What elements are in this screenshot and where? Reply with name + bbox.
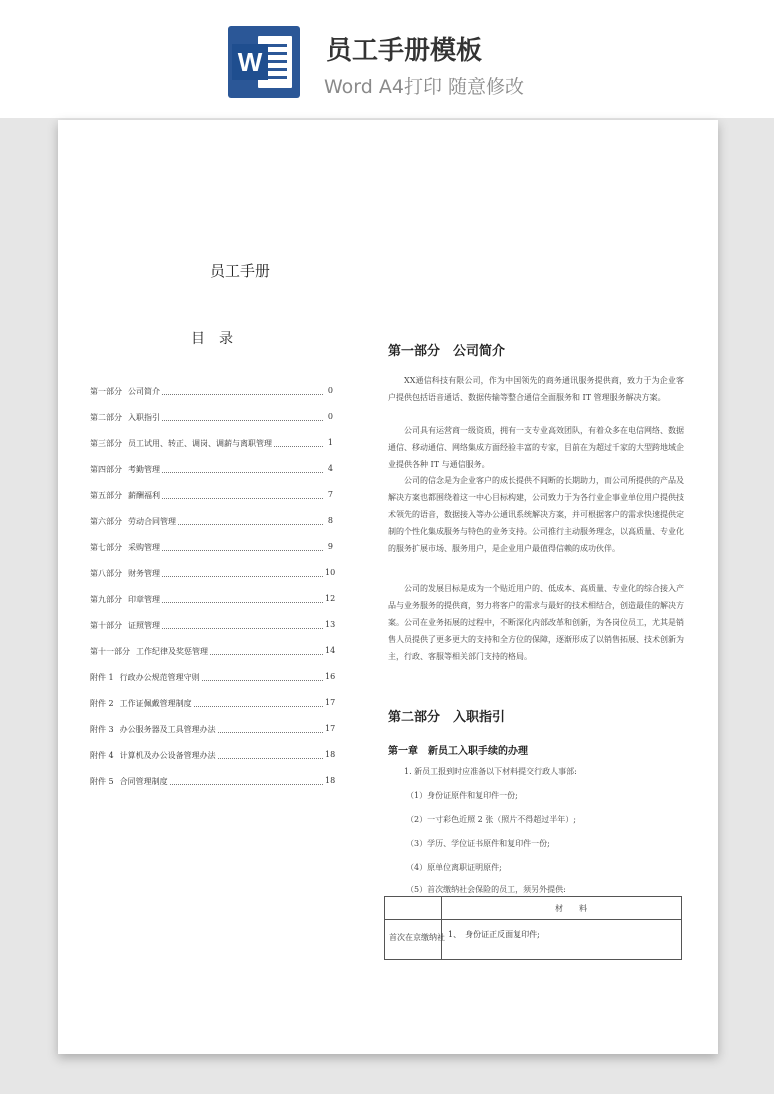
- toc-entry[interactable]: [90, 620, 336, 646]
- toc-entry[interactable]: [90, 724, 336, 750]
- paragraph: 公司的信念是为企业客户的成长提供不间断的长期助力，而公司所提供的产品及解决方案也都围绕着这一中心目标构建，公司致力于为各行业企事业单位用户提供技术领先的语音，数据接入等办公通讯系统解决方案，并可根据客户的需求快速提供定制的个性化集成服务与特色的业务支持。公司推行主动服务理念，以高质量、专业化的服务扩展市场、服务用户，是企业用户最值得信赖的成功伙伴。: [388, 476, 684, 553]
- banner-subtitle: Word A4打印 随意修改: [324, 76, 525, 98]
- toc-page-number: 13: [325, 620, 336, 629]
- paragraph: XX通信科技有限公司，作为中国领先的商务通讯服务提供商，致力于为企业客户提供包括语音通话、数据传输等整合通信全面服务和 IT 管理服务解决方案。: [388, 376, 684, 402]
- toc-page-number: 0: [327, 386, 333, 395]
- toc-name: 行政办公规范管理守则: [119, 673, 200, 682]
- toc-leader-dots: [162, 386, 323, 395]
- toc-page-number: 9: [327, 542, 333, 551]
- materials-table: [384, 896, 682, 960]
- list-item: （5）首次缴纳社会保险的员工，须另外提供:: [406, 885, 566, 894]
- toc-page-number: 12: [325, 594, 336, 603]
- toc-name: 印章管理: [128, 595, 160, 604]
- toc-name: 合同管理制度: [119, 777, 168, 786]
- toc-entry[interactable]: [90, 646, 336, 672]
- list-item: （4）原单位离职证明原件;: [406, 863, 502, 872]
- toc-leader-dots: [194, 698, 323, 707]
- toc-page-number: 17: [325, 698, 336, 707]
- toc-part: 第六部分: [90, 517, 122, 526]
- toc-page-number: 18: [325, 776, 336, 785]
- toc-entry[interactable]: [90, 412, 333, 438]
- toc-part: 第七部分: [90, 543, 122, 552]
- table-cell: 1、 身份证正反面复印件;: [448, 930, 540, 939]
- toc-leader-dots: [162, 568, 323, 577]
- toc-leader-dots: [170, 776, 323, 785]
- toc-name: 入职指引: [128, 413, 160, 422]
- toc-name: 计算机及办公设备管理办法: [119, 751, 216, 760]
- banner: [0, 0, 774, 118]
- toc-name: 劳动合同管理: [128, 517, 176, 526]
- toc-leader-dots: [178, 516, 323, 525]
- toc-entry[interactable]: [90, 516, 333, 542]
- toc-part: 附件 4: [90, 751, 114, 760]
- toc-entry[interactable]: [90, 698, 336, 724]
- toc-page-number: 0: [327, 412, 333, 421]
- toc-leader-dots: [274, 438, 323, 447]
- toc-leader-dots: [162, 464, 323, 473]
- toc-name: 员工试用、转正、调岗、调薪与离职管理: [128, 439, 272, 448]
- toc-entry[interactable]: [90, 594, 336, 620]
- toc-entry[interactable]: [90, 490, 333, 516]
- chapter-title: 第一章 新员工入职手续的办理: [388, 746, 528, 757]
- toc-page-number: 1: [327, 438, 333, 447]
- toc-page-number: 7: [327, 490, 333, 499]
- toc-part: 第二部分: [90, 413, 122, 422]
- toc-name: 办公服务器及工具管理办法: [119, 725, 216, 734]
- toc-part: 第九部分: [90, 595, 122, 604]
- toc-leader-dots: [218, 724, 323, 733]
- toc-part: 附件 5: [90, 777, 114, 786]
- paragraph: 公司的发展目标是成为一个贴近用户的、低成本、高质量、专业化的综合接入产品与业务服务的提供商，努力将客户的需求与最好的技术相结合，创造最佳的解决方案。公司在业务拓展的过程中，不断深化内部改革和创新，为各岗位员工，尤其是销售人员提供了更多更大的支持和全方位的保障，逐渐形成了以销售拓展、技术创新为主，行政、客服等相关部门支持的格局。: [388, 584, 684, 661]
- toc-name: 财务管理: [128, 569, 160, 578]
- toc-part: 第一部分: [90, 387, 122, 396]
- toc-entry[interactable]: [90, 542, 333, 568]
- toc-entry[interactable]: [90, 750, 336, 776]
- toc-name: 工作证佩戴管理制度: [119, 699, 192, 708]
- toc-entry[interactable]: [90, 386, 333, 412]
- word-app-icon: [228, 26, 300, 98]
- toc-part: 第三部分: [90, 439, 122, 448]
- list-item: （3）学历、学位证书原件和复印件一份;: [406, 839, 550, 848]
- toc-part: 第十一部分: [90, 647, 130, 656]
- toc-leader-dots: [202, 672, 323, 681]
- list-item: （2）一寸彩色近照 2 张（照片不得超过半年）;: [406, 815, 576, 824]
- toc-page-number: 10: [325, 568, 336, 577]
- section-title: 第二部分 入职指引: [388, 710, 506, 725]
- toc-part: 第十部分: [90, 621, 122, 630]
- banner-title: 员工手册模板: [326, 36, 483, 66]
- toc-entry[interactable]: [90, 438, 333, 464]
- table-header: 材料: [555, 904, 603, 913]
- toc-page-number: 16: [325, 672, 336, 681]
- toc-leader-dots: [162, 490, 323, 499]
- list-item: （1）身份证原件和复印件一份;: [406, 791, 518, 800]
- toc-entry[interactable]: [90, 776, 336, 802]
- toc-entry[interactable]: [90, 672, 336, 698]
- toc-name: 工作纪律及奖惩管理: [136, 647, 208, 656]
- toc-page-number: 14: [325, 646, 336, 655]
- toc-leader-dots: [210, 646, 323, 655]
- toc-part: 附件 1: [90, 673, 114, 682]
- paragraph: 公司具有运营商一级资质，拥有一支专业高效团队，有着众多在电信网络、数据通信、移动通信、网络集成方面经验丰富的专家，目前在为超过千家的大型跨地域企业提供各种 IT 与通信服务。: [388, 426, 684, 469]
- toc-leader-dots: [162, 594, 323, 603]
- toc-name: 证照管理: [128, 621, 160, 630]
- toc-part: 附件 2: [90, 699, 114, 708]
- table-of-contents: [90, 386, 336, 802]
- toc-page-number: 4: [327, 464, 333, 473]
- toc-part: 第八部分: [90, 569, 122, 578]
- toc-part: 第五部分: [90, 491, 122, 500]
- toc-leader-dots: [162, 542, 323, 551]
- list-item: 1. 新员工报到时应准备以下材料提交行政人事部:: [404, 767, 577, 776]
- toc-name: 公司简介: [128, 387, 160, 396]
- toc-page-number: 18: [325, 750, 336, 759]
- toc-leader-dots: [162, 620, 323, 629]
- toc-entry[interactable]: [90, 464, 333, 490]
- toc-name: 薪酬福利: [128, 491, 160, 500]
- toc-page-number: 8: [327, 516, 333, 525]
- word-letter: W: [232, 44, 268, 80]
- table-row-label: 首次在京缴纳社: [389, 933, 445, 942]
- toc-part: 附件 3: [90, 725, 114, 734]
- toc-leader-dots: [218, 750, 323, 759]
- toc-heading: 目录: [191, 331, 247, 347]
- toc-name: 采购管理: [128, 543, 160, 552]
- document-page: [58, 120, 718, 1054]
- section-title: 第一部分 公司简介: [388, 344, 506, 359]
- toc-name: 考勤管理: [128, 465, 160, 474]
- document-title: 员工手册: [210, 262, 271, 280]
- toc-entry[interactable]: [90, 568, 336, 594]
- toc-part: 第四部分: [90, 465, 122, 474]
- toc-page-number: 17: [325, 724, 336, 733]
- toc-leader-dots: [162, 412, 323, 421]
